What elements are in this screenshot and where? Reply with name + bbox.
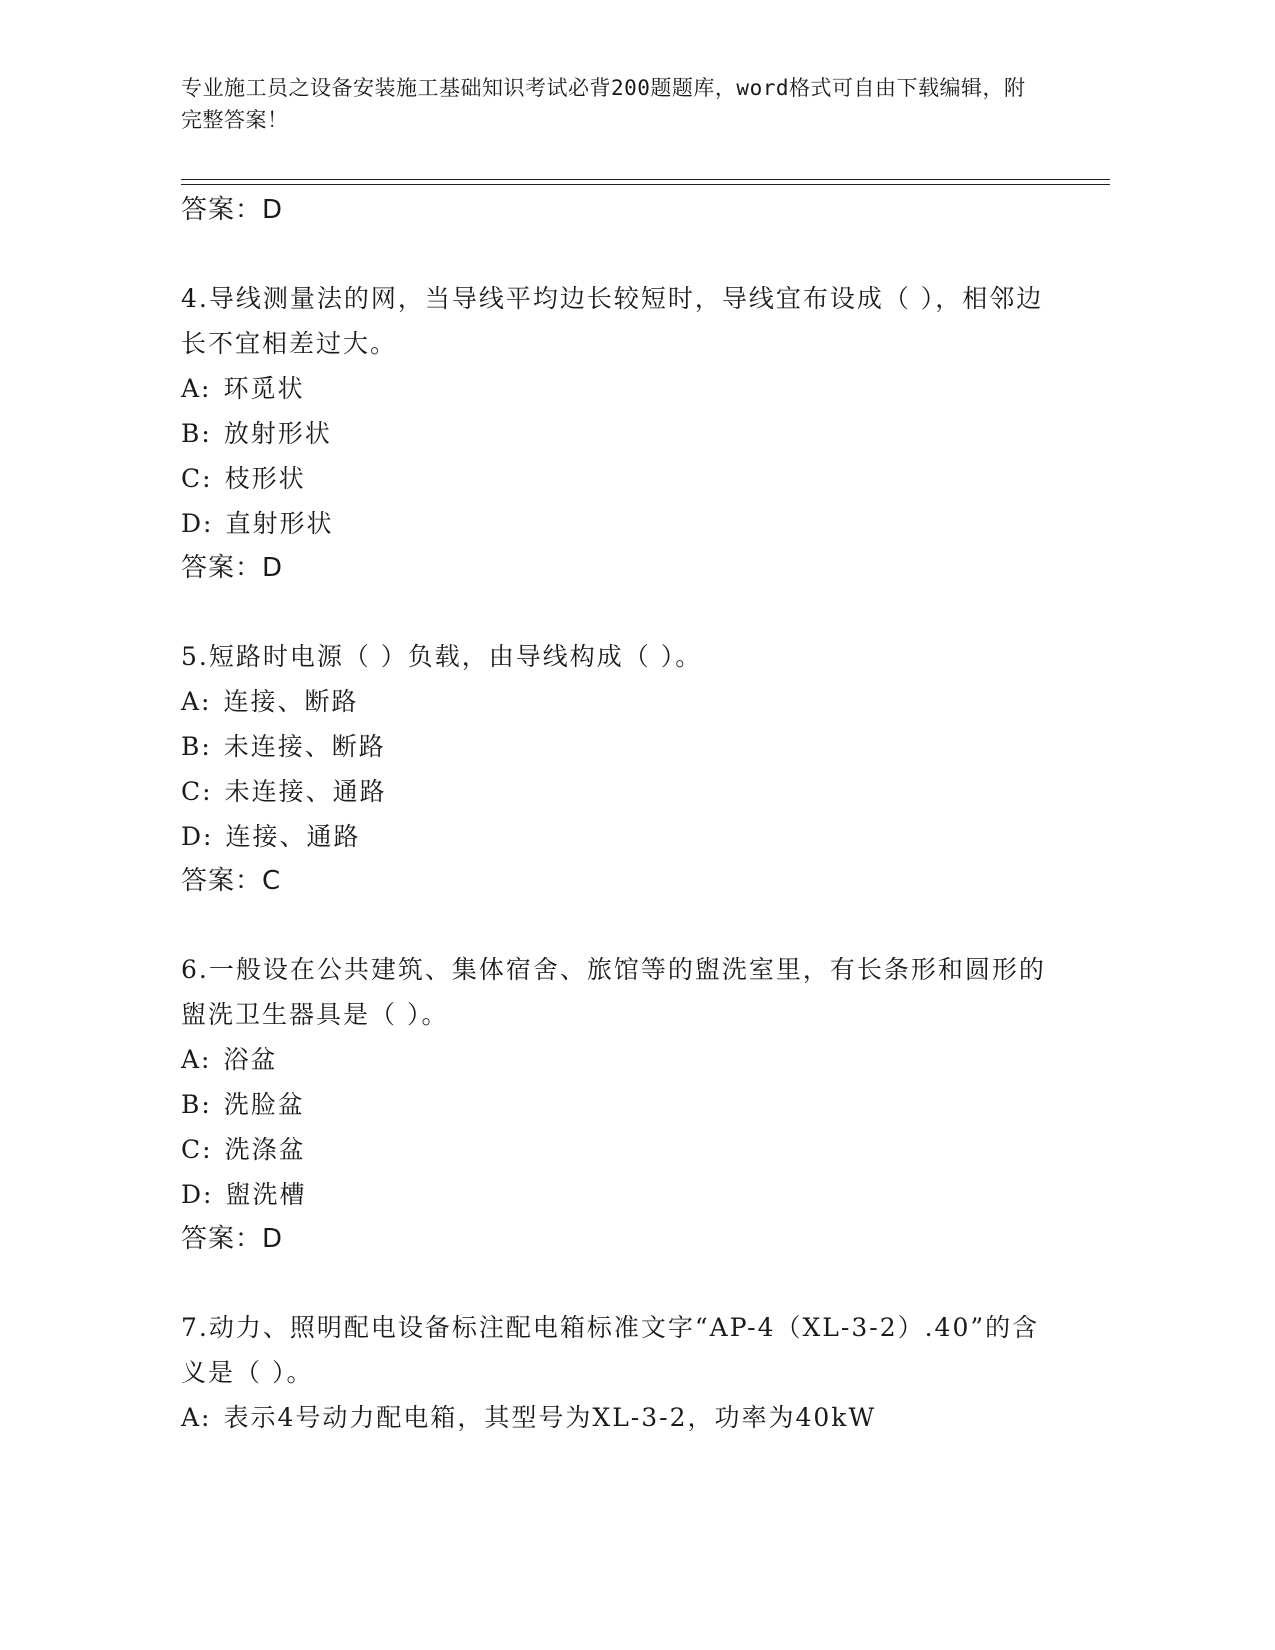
question-5 [181, 634, 1061, 904]
spacer [181, 233, 1061, 276]
option-d [181, 1172, 1061, 1217]
option-b [181, 411, 1061, 456]
spacer [181, 591, 1061, 634]
option-key: A: [181, 1403, 212, 1432]
question-stem: 6.一般设在公共建筑、集体宿舍、旅馆等的盥洗室里，有长条形和圆形的盥洗卫生器具是（ ）。 [181, 955, 1046, 1029]
header-divider [181, 179, 1110, 185]
option-b [181, 724, 1061, 769]
option-text: 未连接、通路 [224, 777, 387, 806]
option-a [181, 679, 1061, 724]
option-key: C: [181, 1135, 213, 1164]
question-6 [181, 947, 1061, 1262]
option-key: B: [181, 1090, 212, 1119]
option-text: 浴盆 [223, 1045, 278, 1074]
document-header [181, 72, 1041, 136]
option-key: D: [181, 509, 214, 538]
spacer [181, 1262, 1061, 1305]
header-title: 专业施工员之设备安装施工基础知识考试必背200题题库，word格式可自由下载编辑，附完整答案！ [181, 76, 1026, 132]
option-text: 盥洗槽 [225, 1180, 307, 1209]
option-a [181, 1395, 1061, 1440]
option-key: D: [181, 1180, 214, 1209]
question-7 [181, 1305, 1061, 1440]
option-text: 连接、断路 [223, 687, 359, 716]
option-text: 洗脸盆 [223, 1090, 305, 1119]
option-text: 洗涤盆 [224, 1135, 306, 1164]
option-key: A: [181, 687, 212, 716]
option-key: D: [181, 822, 214, 851]
option-key: A: [181, 1045, 212, 1074]
option-key: C: [181, 464, 213, 493]
option-key: B: [181, 419, 212, 448]
option-c [181, 456, 1061, 501]
spacer [181, 904, 1061, 947]
option-a [181, 366, 1061, 411]
option-text: 环觅状 [223, 374, 305, 403]
option-text: 表示4号动力配电箱，其型号为XL-3-2，功率为40kW [223, 1403, 877, 1432]
option-b [181, 1082, 1061, 1127]
question-4 [181, 276, 1061, 591]
option-key: B: [181, 732, 212, 761]
option-text: 枝形状 [224, 464, 306, 493]
answer-line: 答案：C [181, 866, 282, 896]
option-c [181, 1127, 1061, 1172]
question-stem: 4.导线测量法的网，当导线平均边长较短时，导线宜布设成（ ），相邻边长不宜相差过大。 [181, 284, 1044, 358]
option-text: 放射形状 [223, 419, 332, 448]
answer-line: 答案：D [181, 195, 284, 225]
option-key: C: [181, 777, 213, 806]
answer-line: 答案：D [181, 1224, 284, 1254]
answer-line: 答案：D [181, 553, 284, 583]
question-list [181, 188, 1061, 1440]
option-d [181, 501, 1061, 546]
option-text: 连接、通路 [225, 822, 361, 851]
option-a [181, 1037, 1061, 1082]
option-c [181, 769, 1061, 814]
option-d [181, 814, 1061, 859]
option-key: A: [181, 374, 212, 403]
option-text: 未连接、断路 [223, 732, 386, 761]
question-stem: 7.动力、照明配电设备标注配电箱标准文字“AP-4（XL-3-2）.40”的含义是（ ）。 [181, 1313, 1040, 1387]
option-text: 直射形状 [225, 509, 334, 538]
question-stem: 5.短路时电源（ ）负载，由导线构成（ ）。 [181, 642, 703, 671]
